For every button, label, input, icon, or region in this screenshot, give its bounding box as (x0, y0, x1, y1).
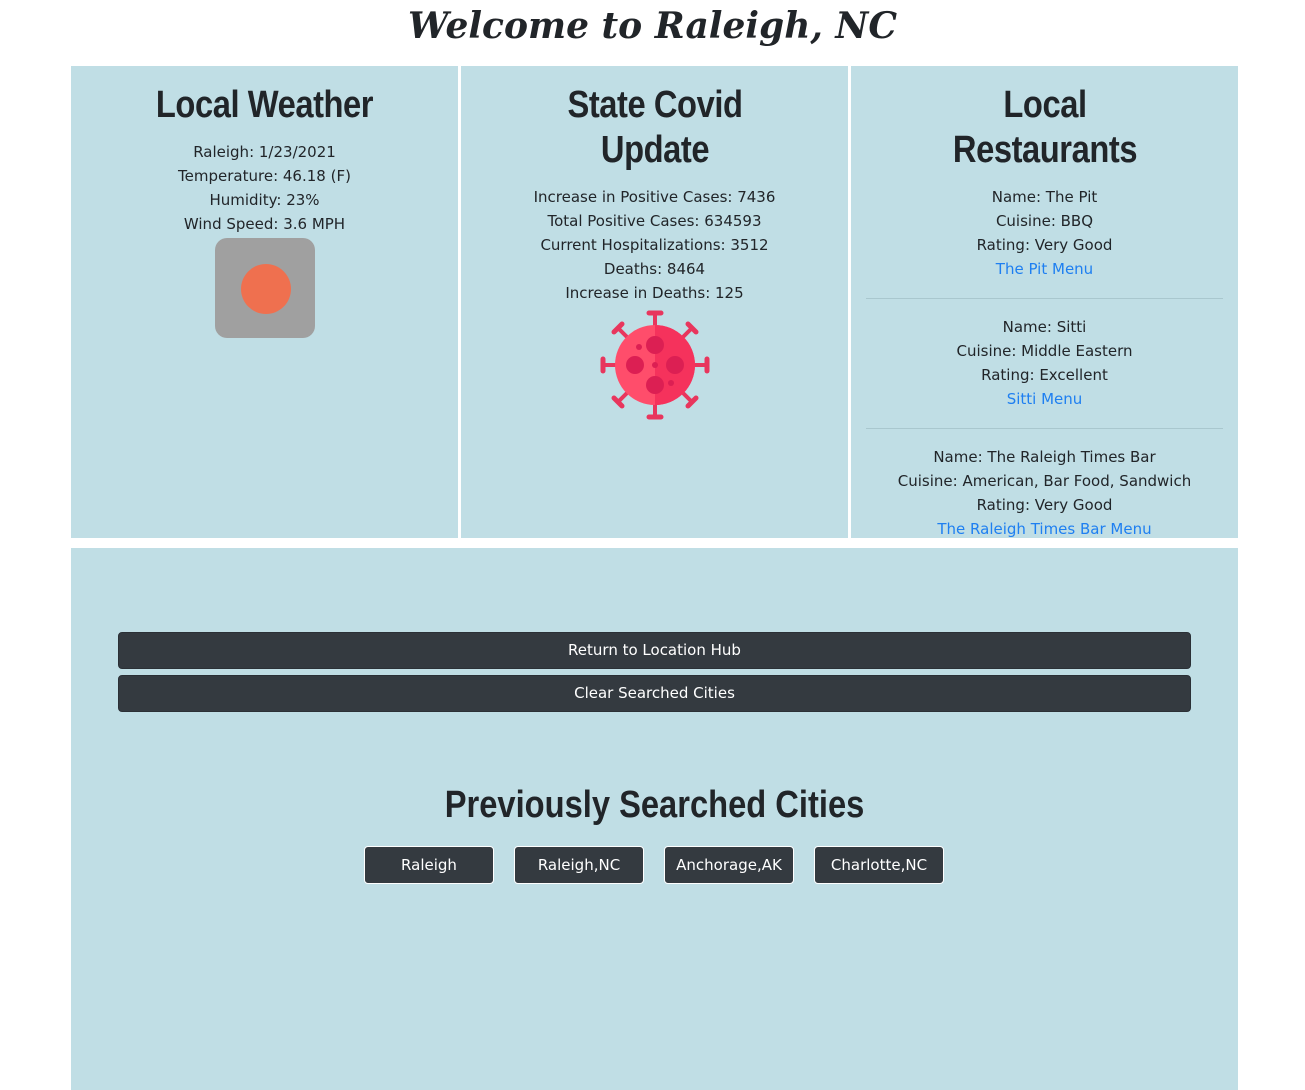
restaurant-cuisine: Cuisine: BBQ (995, 212, 1094, 230)
sun-icon (215, 238, 315, 338)
covid-card (461, 66, 848, 538)
clear-searched-cities-button[interactable]: Clear Searched Cities (118, 675, 1191, 712)
restaurant-name: Name: The Raleigh Times Bar (933, 448, 1156, 466)
restaurant-menu-link[interactable]: The Pit Menu (995, 260, 1094, 278)
restaurant-cuisine: Cuisine: Middle Eastern (956, 342, 1133, 360)
restaurant-menu-link[interactable]: The Raleigh Times Bar Menu (937, 520, 1152, 538)
restaurants-card (851, 66, 1238, 538)
restaurant-item (851, 445, 1238, 541)
restaurant-list (851, 185, 1238, 541)
restaurants-heading: Local Restaurants (952, 84, 1137, 171)
covid-increase-deaths: Increase in Deaths: 125 (565, 284, 744, 302)
weather-temperature: Temperature: 46.18 (F) (178, 167, 351, 185)
restaurant-rating: Rating: Very Good (976, 496, 1113, 514)
covid-info (461, 185, 848, 305)
restaurant-rating: Rating: Very Good (976, 236, 1113, 254)
covid-heading: State Covid Update (566, 84, 743, 171)
covid-hospitalizations: Current Hospitalizations: 3512 (540, 236, 769, 254)
weather-card (71, 66, 458, 538)
weather-humidity: Humidity: 23% (209, 191, 320, 209)
virus-icon (599, 309, 711, 421)
weather-info (71, 140, 458, 236)
search-history-panel (71, 548, 1238, 1090)
restaurant-name: Name: The Pit (991, 188, 1098, 206)
city-button-raleigh-nc[interactable]: Raleigh,NC (514, 846, 644, 884)
city-button-charlotte-nc[interactable]: Charlotte,NC (814, 846, 944, 884)
restaurant-rating: Rating: Excellent (981, 366, 1108, 384)
weather-location-date: Raleigh: 1/23/2021 (193, 143, 336, 161)
restaurant-name: Name: Sitti (1002, 318, 1087, 336)
covid-increase-positive: Increase in Positive Cases: 7436 (533, 188, 776, 206)
weather-heading: Local Weather (155, 84, 374, 126)
previously-searched-heading: Previously Searched Cities (444, 784, 865, 826)
restaurant-cuisine: Cuisine: American, Bar Food, Sandwich (897, 472, 1192, 490)
covid-deaths: Deaths: 8464 (603, 260, 706, 278)
restaurant-item (851, 185, 1238, 281)
restaurant-menu-link[interactable]: Sitti Menu (1006, 390, 1083, 408)
weather-wind-speed: Wind Speed: 3.6 MPH (183, 215, 346, 233)
sun-icon-disc (241, 264, 291, 314)
searched-cities-list (364, 846, 944, 884)
page-title: Welcome to Raleigh, NC (407, 5, 897, 47)
restaurant-item (851, 315, 1238, 411)
city-button-raleigh[interactable]: Raleigh (364, 846, 494, 884)
city-button-anchorage-ak[interactable]: Anchorage,AK (664, 846, 794, 884)
covid-total-positive: Total Positive Cases: 634593 (547, 212, 762, 230)
restaurant-divider (866, 298, 1223, 299)
restaurant-divider (866, 428, 1223, 429)
return-to-location-hub-button[interactable]: Return to Location Hub (118, 632, 1191, 669)
